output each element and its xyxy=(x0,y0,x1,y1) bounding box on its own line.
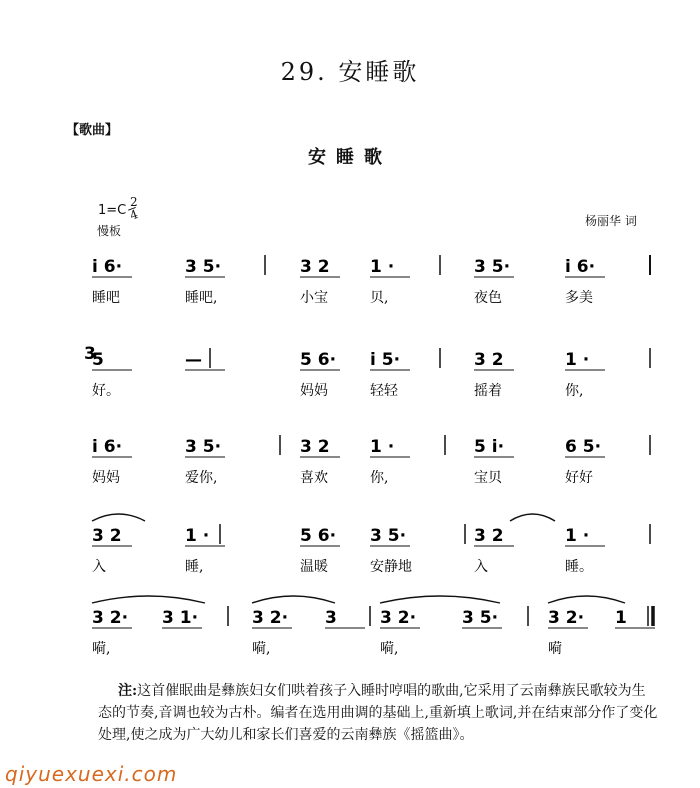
note-group: 1 xyxy=(615,608,627,628)
note-group: 3 2· xyxy=(92,608,129,628)
note-group: 3 2· xyxy=(252,608,289,628)
note-group: 3 xyxy=(325,608,337,628)
lyric-text: 夜色 xyxy=(474,290,502,306)
note-group: 3 5· xyxy=(474,257,511,277)
slur-arc xyxy=(510,514,555,521)
note-group: 3 2 xyxy=(474,350,504,370)
lyric-text: 睡。 xyxy=(565,559,593,575)
note-group: 3 2 xyxy=(92,526,122,546)
note-group: — xyxy=(185,350,202,370)
note-group: 1 · xyxy=(565,350,590,370)
category-label: 【歌曲】 xyxy=(66,123,119,138)
slur-arc xyxy=(92,596,205,603)
slur-arc xyxy=(252,596,335,603)
note-group: 6 5· xyxy=(565,437,602,457)
lyric-text: 入 xyxy=(92,559,106,575)
lyric-text: 温暖 xyxy=(300,559,328,575)
note-group: 3 2· xyxy=(380,608,417,628)
lyricist-credit: 杨丽华 词 xyxy=(585,214,637,228)
note-group: 1 · xyxy=(185,526,210,546)
note-group: 3 2 xyxy=(300,257,330,277)
lyric-text: 宝贝 xyxy=(474,470,502,486)
lyric-text: 喜欢 xyxy=(300,470,328,486)
slur-arc xyxy=(548,596,625,603)
note-group: 5 i· xyxy=(474,437,505,457)
annotation-note xyxy=(98,680,658,746)
lyric-text: 你, xyxy=(565,383,584,399)
note-group: 3 5· xyxy=(370,526,407,546)
note-group: 5 6· xyxy=(300,526,337,546)
lyric-text: 轻轻 xyxy=(370,383,398,399)
lyric-text: 安静地 xyxy=(370,559,412,575)
lyric-text: 嗬, xyxy=(380,641,399,657)
note-group: 3 5· xyxy=(185,437,222,457)
lyric-text: 睡, xyxy=(185,559,204,575)
note-group: 5 xyxy=(92,350,104,370)
song-subtitle: 安睡歌 xyxy=(308,147,392,168)
note-label: 注: xyxy=(118,683,138,699)
song-title: 29. 安睡歌 xyxy=(280,58,420,86)
note-group: i 6· xyxy=(92,437,123,457)
lyric-text: 摇着 xyxy=(474,383,502,399)
lyric-text: 妈妈 xyxy=(300,383,328,399)
lyric-text: 嗬, xyxy=(92,641,111,657)
lyric-text: 你, xyxy=(370,470,389,486)
note-group: i 6· xyxy=(565,257,596,277)
lyric-text: 嗬, xyxy=(252,641,271,657)
lyric-text: 爱你, xyxy=(185,470,218,486)
tempo-marking: 慢板 xyxy=(97,224,122,238)
grace-note: 3 xyxy=(84,344,96,364)
lyric-text: 睡吧, xyxy=(185,290,218,306)
lyric-text: 好。 xyxy=(92,383,120,399)
note-group: 1 · xyxy=(565,526,590,546)
meter-top: 2 xyxy=(130,195,138,209)
note-group: 3 2 xyxy=(474,526,504,546)
note-group: 5 6· xyxy=(300,350,337,370)
note-group: 3 1· xyxy=(162,608,199,628)
note-group: 1 · xyxy=(370,257,395,277)
note-group: 3 5· xyxy=(185,257,222,277)
slur-arc xyxy=(380,596,500,603)
meter-bottom: 4 xyxy=(128,207,140,223)
key-signature: 1=C xyxy=(98,203,127,218)
lyric-text: 嗬 xyxy=(548,641,562,657)
note-group: 1 · xyxy=(370,437,395,457)
note-group: 3 5· xyxy=(462,608,499,628)
lyric-text: 入 xyxy=(474,559,488,575)
lyric-text: 贝, xyxy=(370,290,389,306)
slur-arc xyxy=(92,514,145,521)
lyric-text: 睡吧 xyxy=(92,290,120,306)
note-group: i 5· xyxy=(370,350,401,370)
lyric-text: 小宝 xyxy=(300,290,328,306)
note-body: 这首催眠曲是彝族妇女们哄着孩子入睡时哼唱的歌曲,它采用了云南彝族民歌较为生态的节奏,音调也较为古朴。编者在选用曲调的基础上,重新填上歌词,并在结束部分作了变化处理,使之成为广大幼儿和家长们喜爱的云南彝族《摇篮曲》。 xyxy=(98,683,658,743)
lyric-text: 妈妈 xyxy=(92,470,120,486)
lyric-text: 多美 xyxy=(565,290,593,306)
note-group: 3 2 xyxy=(300,437,330,457)
lyric-text: 好好 xyxy=(565,470,593,486)
note-group: i 6· xyxy=(92,257,123,277)
site-watermark: qiyuexuexi.com xyxy=(5,762,178,786)
note-group: 3 2· xyxy=(548,608,585,628)
